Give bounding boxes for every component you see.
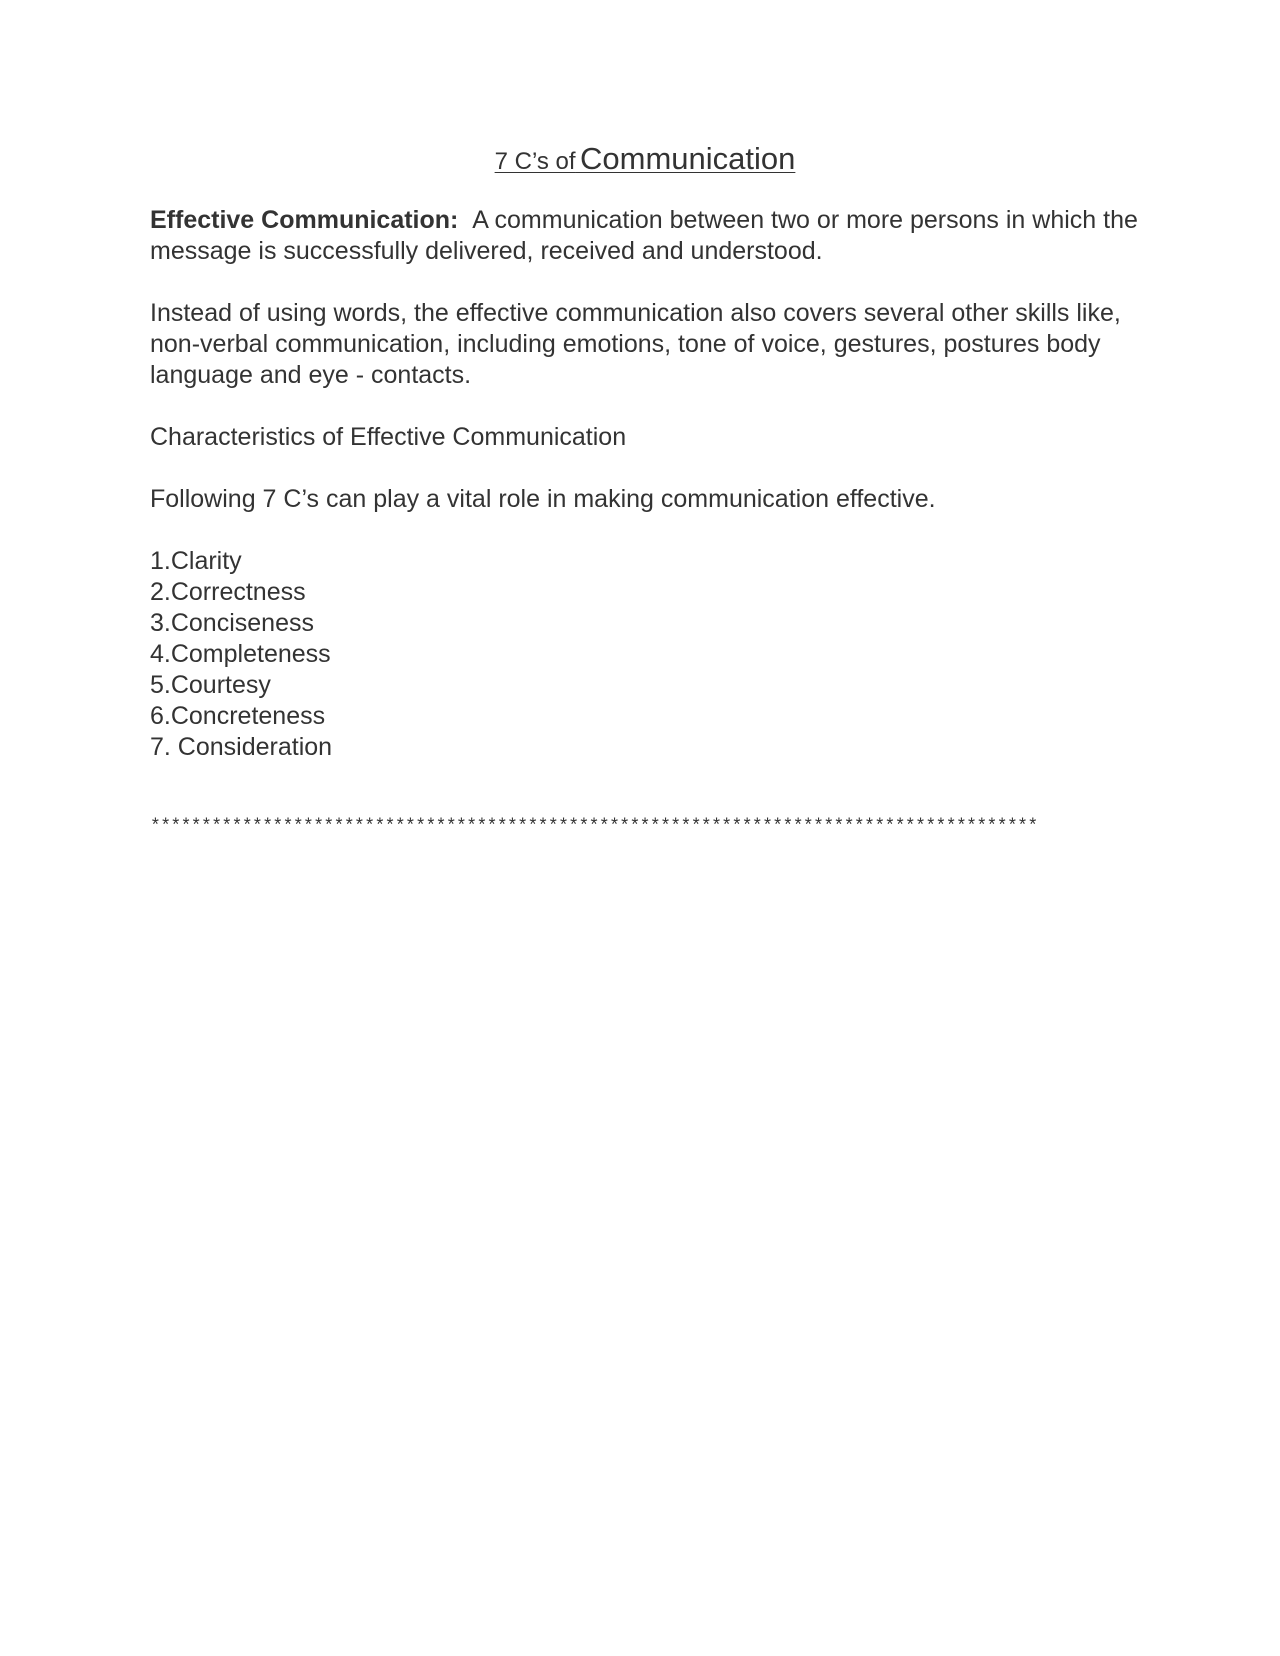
list-item: 4.Completeness: [150, 640, 331, 669]
characteristics-heading: Characteristics of Effective Communication: [150, 423, 627, 452]
paragraph-nonverbal: Instead of using words, the effective communication also covers several other skills like, non-verbal communication, including emotions, tone of voice, gestures, postures body language and eye - contacts.: [150, 299, 1121, 390]
title-underline: [494, 141, 796, 176]
asterisk-separator: ***************************************************************************************: [150, 817, 1038, 838]
title-part1: 7 C’s of: [494, 148, 576, 175]
seven-cs-list: [150, 546, 1140, 763]
list-item: 6.Concreteness: [150, 702, 326, 731]
title-part2: Communication: [580, 141, 796, 176]
document-title: [150, 140, 1140, 177]
list-item: 1.Clarity: [150, 547, 242, 576]
following-paragraph: Following 7 C’s can play a vital role in making communication effective.: [150, 485, 936, 514]
list-item: 2.Correctness: [150, 578, 306, 607]
list-item: 5.Courtesy: [150, 671, 271, 700]
document-page: [150, 140, 1140, 839]
intro-definition: A communication between two or more persons in which the message is successfully delivered, received and understood.: [150, 206, 1138, 266]
list-item: 7. Consideration: [150, 733, 333, 762]
intro-term: Effective Communication:: [150, 206, 459, 235]
intro-paragraph: [150, 205, 1140, 267]
list-item: 3.Conciseness: [150, 609, 314, 638]
